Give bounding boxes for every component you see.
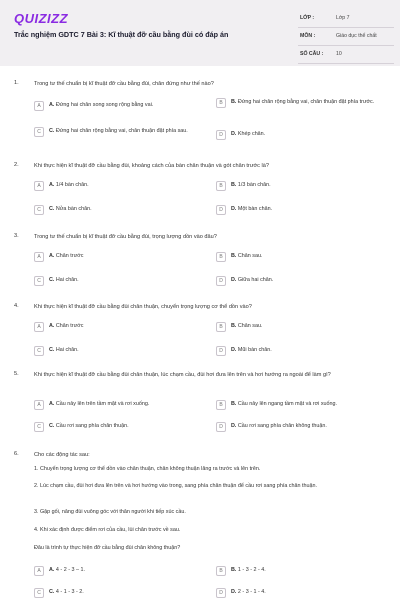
option-letter: A [34,322,44,332]
option-text: Cầu nảy lên ngang tầm mặt và rơi xuống. [237,401,338,407]
meta-row-subject [298,28,394,46]
statement: 1. Chuyển trọng lượng cơ thể dồn vào chân thuận, chân không thuận lăng ra trước và lên trên. [34,466,261,472]
option-key: A. [49,182,55,188]
question-text: Khi thực hiện kĩ thuật đỡ cầu bằng đùi, khoảng cách của bàn chân thuận và gót chân trước là? [34,163,270,169]
statement: 2. Lúc chạm cầu, đùi hơi đưa lên trên và hơi hướng vào trong, sang phía chân thuận để cầu rơi sang phía chân thuận. [34,483,317,489]
question-number: 1. [14,80,19,86]
option-letter: B [216,322,226,332]
option-letter: D [216,130,226,140]
option-text: 2 - 3 - 1 - 4. [237,589,266,595]
option-text: Mũi bàn chân. [237,347,272,353]
option-letter: B [216,252,226,262]
option-text: Đứng hai chân rộng bằng vai, chân thuận đặt phía sau. [55,128,188,134]
option-key: A. [49,102,55,108]
question-text: Khi thực hiện kĩ thuật đỡ cầu bằng đùi chân thuận, chuyển trọng lượng cơ thể dồn vào? [34,304,252,310]
option-key: B. [231,253,237,259]
option-letter: A [34,566,44,576]
option-key: A. [49,323,55,329]
option-key: C. [49,347,55,353]
option-text: Đứng hai chân song song rộng bằng vai. [55,102,154,108]
option-letter: C [34,346,44,356]
option-letter: D [216,588,226,598]
option-text: Cầu nảy lên trên tầm mặt và rơi xuống. [55,401,150,407]
option-key: B. [231,182,237,188]
statement: 3. Gập gối, nâng đùi vuông góc với thân người khi tiếp xúc cầu. [34,509,186,515]
option-key: D. [231,589,237,595]
option-key: B. [231,323,237,329]
question-text: Trong tư thế chuẩn bị kĩ thuật đỡ cầu bằng đùi, trọng lượng dồn vào đâu? [34,234,217,240]
worksheet-header [0,0,400,66]
option-key: D. [231,206,237,212]
option-key: B. [231,401,237,407]
option-letter: A [34,252,44,262]
question-number: 5. [14,371,19,377]
meta-key: MÔN : [300,33,316,39]
question-text: Cho các động tác sau: [34,452,90,458]
option-key: C. [49,423,55,429]
meta-value: Lớp 7 [336,15,350,21]
option-text: Khép chân. [237,131,266,137]
option-letter: D [216,205,226,215]
option-text: Cầu rơi sang phía chân không thuận. [237,423,327,429]
option-text: 4 - 1 - 3 - 2. [55,589,84,595]
option-text: Chân trước [55,253,84,259]
option-key: C. [49,589,55,595]
option-text: Chân sau. [237,253,263,259]
option-text: Đứng hai chân rộng bằng vai, chân thuận đặt phía trước. [237,99,375,105]
option-letter: D [216,346,226,356]
option-letter: A [34,181,44,191]
option-letter: C [34,422,44,432]
option-letter: C [34,127,44,137]
option-key: D. [231,131,237,137]
option-letter: B [216,98,226,108]
option-text: 1/4 bàn chân. [55,182,89,188]
meta-row-class [298,10,394,28]
followup-question: Đâu là trình tự thực hiện đỡ cầu bằng đùi chân không thuận? [34,545,181,551]
option-letter: C [34,276,44,286]
option-letter: D [216,276,226,286]
option-text: Chân trước [55,323,84,329]
meta-key: SỐ CÂU : [300,51,324,57]
option-text: 1 - 3 - 2 - 4. [237,567,266,573]
option-text: Hai chân. [55,347,79,353]
option-letter: A [34,101,44,111]
meta-key: LỚP : [300,15,315,21]
option-letter: C [34,205,44,215]
question-text: Khi thực hiện kĩ thuật đỡ cầu bằng đùi chân thuận, lúc chạm cầu, đùi hơi đưa lên trên và hơi hướng ra ngoài để làm gì? [34,372,331,378]
option-text: Chân sau. [237,323,263,329]
option-text: Một bàn chân. [237,206,273,212]
question-number: 2. [14,162,19,168]
option-key: B. [231,567,237,573]
meta-table [298,10,394,64]
option-key: D. [231,423,237,429]
option-key: C. [49,206,55,212]
statement: 4. Khi xác định được điểm rơi của cầu, lùi chân trước về sau. [34,527,181,533]
quizizz-logo: QUIZIZZ [14,11,69,26]
option-key: C. [49,128,55,134]
option-letter: C [34,588,44,598]
meta-row-count [298,46,394,64]
option-key: B. [231,99,237,105]
question-number: 6. [14,451,19,457]
option-key: D. [231,347,237,353]
option-letter: D [216,422,226,432]
option-text: Giữa hai chân. [237,277,274,283]
meta-value: Giáo dục thể chất [336,33,377,39]
option-text: Nửa bàn chân. [55,206,92,212]
option-key: A. [49,567,55,573]
option-letter: B [216,400,226,410]
meta-value: 10 [336,51,342,57]
option-letter: B [216,181,226,191]
option-key: A. [49,253,55,259]
question-number: 3. [14,233,19,239]
option-text: Cầu rơi sang phía chân thuận. [55,423,129,429]
worksheet-title: Trắc nghiệm GDTC 7 Bài 3: Kĩ thuật đỡ cầu bằng đùi có đáp án [14,30,229,39]
option-text: 1/3 bàn chân. [237,182,271,188]
option-text: Hai chân. [55,277,79,283]
option-letter: B [216,566,226,576]
option-text: 4 - 2 - 3 – 1. [55,567,85,573]
option-letter: A [34,400,44,410]
option-key: C. [49,277,55,283]
question-number: 4. [14,303,19,309]
question-text: Trong tư thế chuẩn bị kĩ thuật đỡ cầu bằng đùi, chân đứng như thế nào? [34,81,214,87]
option-key: D. [231,277,237,283]
option-key: A. [49,401,55,407]
